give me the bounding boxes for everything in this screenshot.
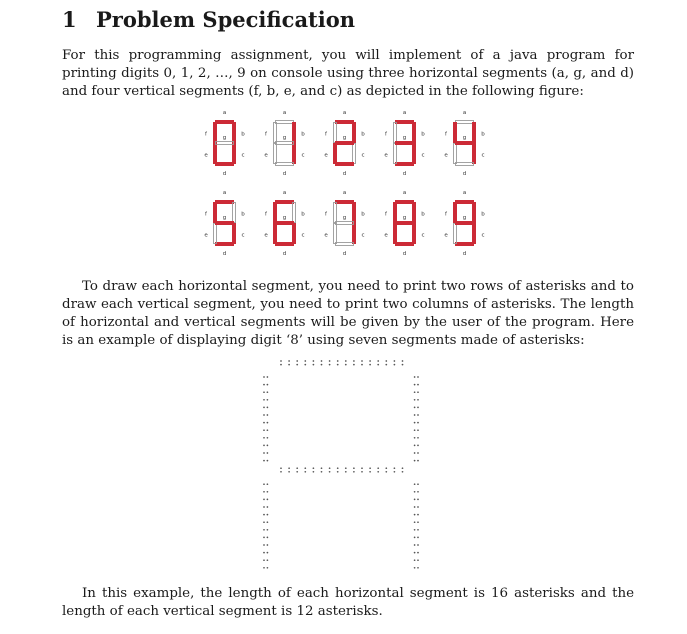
segment-label-c: c <box>241 232 245 239</box>
section-number: 1 <box>62 7 77 32</box>
segment-b-on <box>412 122 416 143</box>
segment-c-on <box>232 143 236 164</box>
segment-label-a: a <box>462 110 467 116</box>
segment-label-g: g <box>402 135 407 141</box>
segment-label-a: a <box>222 110 227 116</box>
segment-label-f: f <box>445 131 447 138</box>
segment-g-off <box>216 142 234 145</box>
segment-b-off <box>293 203 296 223</box>
segment-d-off <box>276 163 294 166</box>
segment-c-off <box>353 144 356 164</box>
segment-c-on <box>292 143 296 164</box>
segment-f-on <box>273 202 277 223</box>
segment-label-a: a <box>402 190 407 196</box>
segment-b-on <box>352 122 356 143</box>
segment-c-on <box>472 143 476 164</box>
segment-label-b: b <box>301 211 305 218</box>
segment-label-a: a <box>222 190 227 196</box>
segment-label-d: d <box>222 251 227 257</box>
digit-2 <box>324 110 365 177</box>
segment-label-c: c <box>481 152 485 159</box>
segment-c-asterisks <box>414 483 419 568</box>
segment-label-f: f <box>385 131 387 138</box>
segment-label-d: d <box>462 251 467 257</box>
segment-label-e: e <box>384 152 388 159</box>
segment-g-off <box>276 142 294 145</box>
digit-5 <box>204 190 245 257</box>
segment-label-f: f <box>385 211 387 218</box>
segment-f-on <box>393 202 397 223</box>
segment-e-asterisks <box>263 483 268 568</box>
segment-g-on <box>335 141 354 145</box>
segment-g-off <box>336 222 354 225</box>
segment-label-g: g <box>282 215 287 221</box>
explanation-paragraph: To draw each horizontal segment, you need to print two rows of asterisks and to draw each vertical segment, you need to print two columns of asterisks. The length of horizontal and vertical segments will be given by the user of the program. Here is an example of displaying digit ‘8’ using seven segments made of asterisks: <box>62 279 634 348</box>
segment-b-on <box>352 202 356 223</box>
segment-label-b: b <box>241 211 245 218</box>
segment-e-off <box>394 144 397 164</box>
segment-label-b: b <box>361 211 365 218</box>
segment-label-b: b <box>301 131 305 138</box>
segment-d-on <box>455 242 474 246</box>
digit-3 <box>384 110 425 177</box>
segment-label-c: c <box>421 152 425 159</box>
segment-label-c: c <box>361 152 365 159</box>
segment-label-b: b <box>241 131 245 138</box>
segment-d-off <box>336 243 354 246</box>
segment-c-on <box>352 223 356 244</box>
segment-label-e: e <box>444 232 448 239</box>
segment-label-g: g <box>342 135 347 141</box>
segment-d-on <box>335 162 354 166</box>
segment-a-on <box>335 200 354 204</box>
segment-a-on <box>455 200 474 204</box>
segment-label-a: a <box>402 110 407 116</box>
segment-c-on <box>472 223 476 244</box>
segment-a-on <box>395 120 414 124</box>
segment-label-e: e <box>264 152 268 159</box>
segment-label-e: e <box>264 232 268 239</box>
segment-label-f: f <box>325 131 327 138</box>
segment-label-c: c <box>301 232 305 239</box>
segment-e-off <box>454 224 457 244</box>
segment-b-off <box>233 203 236 223</box>
segment-label-b: b <box>481 211 485 218</box>
digit-6 <box>264 190 305 257</box>
segment-d-on <box>215 242 234 246</box>
segment-label-b: b <box>361 131 365 138</box>
segment-a-off <box>456 121 474 124</box>
segment-g-on <box>215 221 234 225</box>
segment-e-off <box>334 224 337 244</box>
segment-c-on <box>412 143 416 164</box>
segment-label-b: b <box>481 131 485 138</box>
segment-label-d: d <box>222 171 227 177</box>
digit-4 <box>444 110 485 177</box>
segment-d-on <box>395 242 414 246</box>
segment-label-g: g <box>462 135 467 141</box>
segment-a-on <box>335 120 354 124</box>
segment-d-on <box>275 242 294 246</box>
segment-label-c: c <box>421 232 425 239</box>
digit-9 <box>444 190 485 257</box>
segment-label-g: g <box>402 215 407 221</box>
segment-label-b: b <box>421 131 425 138</box>
segment-label-g: g <box>222 135 227 141</box>
asterisk-digit-example <box>250 355 440 570</box>
segment-label-d: d <box>462 171 467 177</box>
segment-label-d: d <box>282 171 287 177</box>
segment-e-on <box>273 223 277 244</box>
segment-label-d: d <box>282 251 287 257</box>
segment-g-on <box>395 141 414 145</box>
segment-f-asterisks <box>263 376 268 461</box>
segment-g-on <box>395 221 414 225</box>
conclusion-paragraph: In this example, the length of each horizontal segment is 16 asterisks and the length of each vertical segment is 12 asterisks. <box>62 586 634 619</box>
segment-c-on <box>412 223 416 244</box>
segment-label-c: c <box>241 152 245 159</box>
segment-g-on <box>275 221 294 225</box>
segment-b-on <box>232 122 236 143</box>
segment-b-on <box>412 202 416 223</box>
segment-label-g: g <box>282 135 287 141</box>
section-heading <box>62 7 355 32</box>
segment-e-on <box>333 143 337 164</box>
segment-label-e: e <box>324 232 328 239</box>
segment-label-a: a <box>462 190 467 196</box>
segment-d-on <box>395 162 414 166</box>
segment-f-on <box>213 122 217 143</box>
segment-label-g: g <box>462 215 467 221</box>
segment-a-asterisks <box>280 360 403 365</box>
segment-g-on <box>455 141 474 145</box>
segment-label-f: f <box>265 211 267 218</box>
segment-label-e: e <box>384 232 388 239</box>
segment-f-off <box>334 123 337 143</box>
segment-label-b: b <box>421 211 425 218</box>
segment-f-on <box>453 202 457 223</box>
segment-label-a: a <box>282 190 287 196</box>
segment-label-d: d <box>342 171 347 177</box>
segment-f-off <box>334 203 337 223</box>
segment-a-off <box>276 121 294 124</box>
segment-label-e: e <box>444 152 448 159</box>
segment-label-d: d <box>342 251 347 257</box>
segment-e-off <box>214 224 217 244</box>
segment-label-e: e <box>324 152 328 159</box>
segment-label-a: a <box>342 110 347 116</box>
digit-8 <box>384 190 425 257</box>
segment-label-e: e <box>204 152 208 159</box>
segment-e-on <box>213 143 217 164</box>
segment-label-c: c <box>481 232 485 239</box>
segment-e-off <box>454 144 457 164</box>
segment-g-asterisks <box>280 467 403 472</box>
section-title: Problem Specification <box>96 7 356 32</box>
segment-label-a: a <box>342 190 347 196</box>
segment-b-on <box>472 122 476 143</box>
segment-label-c: c <box>361 232 365 239</box>
segment-c-on <box>292 223 296 244</box>
segment-f-off <box>274 123 277 143</box>
segment-label-g: g <box>342 215 347 221</box>
segment-label-c: c <box>301 152 305 159</box>
segment-label-f: f <box>265 131 267 138</box>
segment-a-on <box>215 200 234 204</box>
segment-d-on <box>215 162 234 166</box>
digit-7 <box>324 190 365 257</box>
segment-label-e: e <box>204 232 208 239</box>
segment-label-f: f <box>445 211 447 218</box>
segment-e-on <box>393 223 397 244</box>
digit-0 <box>204 110 245 177</box>
segment-label-d: d <box>402 171 407 177</box>
segment-f-on <box>213 202 217 223</box>
segment-a-on <box>275 200 294 204</box>
segment-label-a: a <box>282 110 287 116</box>
segment-a-on <box>395 200 414 204</box>
segment-c-on <box>232 223 236 244</box>
segment-d-off <box>456 163 474 166</box>
segment-e-off <box>274 144 277 164</box>
digit-1 <box>264 110 305 177</box>
segment-b-on <box>472 202 476 223</box>
segment-label-g: g <box>222 215 227 221</box>
segment-f-on <box>453 122 457 143</box>
intro-paragraph: For this programming assignment, you will implement of a java program for printing digits 0, 1, 2, …, 9 on console using three horizontal segments (a, g, and d) and four vertical segments (f, b, e, and c) as depicted in the following figure: <box>62 48 634 99</box>
segment-b-on <box>292 122 296 143</box>
segment-label-f: f <box>325 211 327 218</box>
segment-label-d: d <box>402 251 407 257</box>
seven-segment-digits-figure <box>195 108 505 268</box>
segment-label-f: f <box>205 211 207 218</box>
segment-f-off <box>394 123 397 143</box>
segment-g-on <box>455 221 474 225</box>
segment-a-on <box>215 120 234 124</box>
segment-label-f: f <box>205 131 207 138</box>
segment-b-asterisks <box>414 376 419 461</box>
